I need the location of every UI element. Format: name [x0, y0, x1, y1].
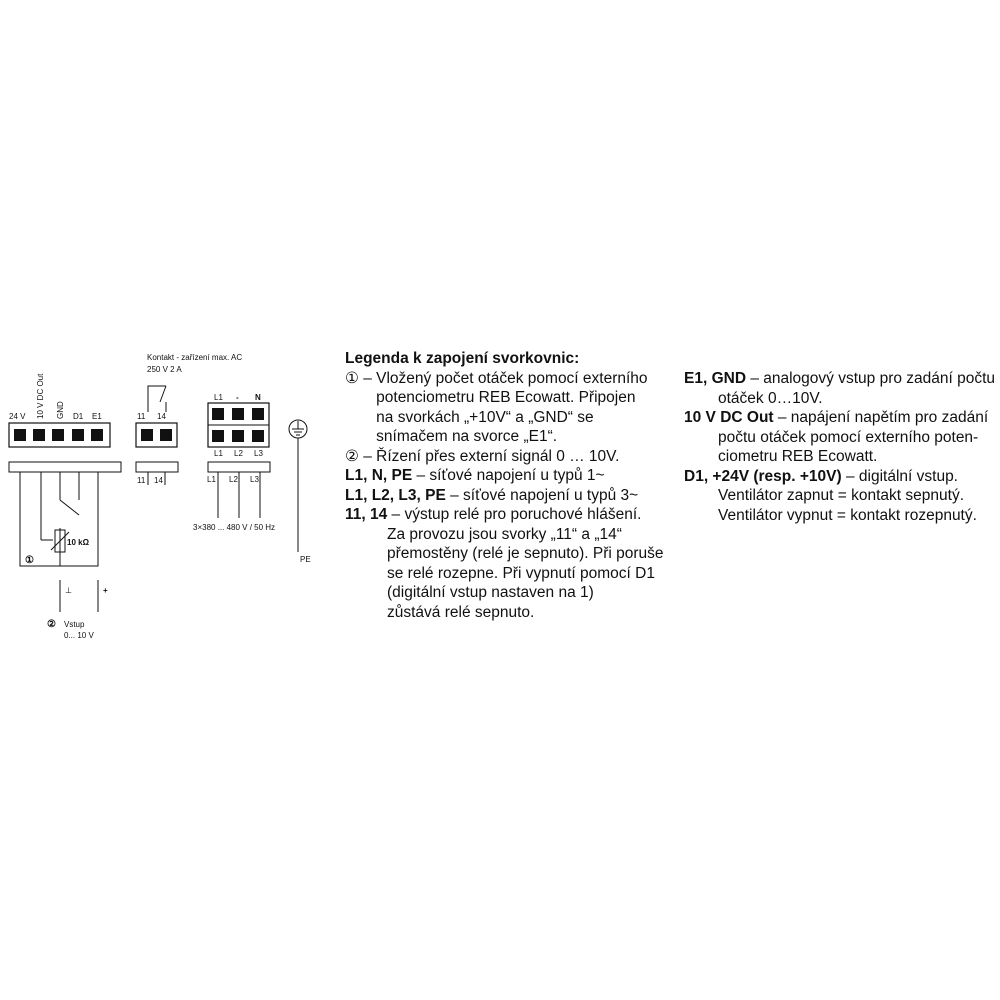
legend-right-item-1-key: E1, GND [684, 370, 747, 387]
terminal-screw [252, 430, 264, 442]
legend-item-2 [345, 447, 685, 467]
power-lead-label-l3: L3 [250, 475, 259, 484]
relay-connector-strip [136, 462, 178, 472]
legend-item-1-line: na svorkách „+10V“ a „GND“ se [376, 408, 594, 426]
legend-right-item-3-line: Ventilátor vypnut = kontakt rozepnutý. [718, 506, 977, 524]
legend-item-5-head [345, 505, 685, 525]
input-plus-label: + [103, 586, 108, 595]
legend-right-item-1 [684, 369, 996, 408]
terminal-screw [212, 408, 224, 420]
terminal-label-d1: D1 [73, 412, 84, 421]
legend-item-5 [345, 505, 685, 622]
control-connector-strip [9, 462, 121, 472]
power-terminal-mid-l2: L2 [234, 449, 243, 458]
legend-right-item-3 [684, 467, 996, 526]
legend-item-5-text: – výstup relé pro poruchové hlášení. [387, 506, 642, 523]
terminal-screw [33, 429, 45, 441]
power-terminal-label-l1: L1 [214, 393, 223, 402]
legend-item-1-text [376, 369, 685, 447]
power-lead-label-l2: L2 [229, 475, 238, 484]
earth-symbol [289, 420, 307, 552]
legend-right-item-3-line: Ventilátor zapnut = kontakt sepnutý. [718, 487, 965, 504]
legend-right-item-2-line: počtu otáček pomocí externího poten- [718, 428, 979, 446]
legend-right-item-1-head [684, 369, 996, 389]
terminal-label-24v: 24 V [9, 412, 26, 421]
legend-item-3-text: – síťové napojení u typů 1~ [412, 467, 605, 484]
terminal-screw [232, 430, 244, 442]
potentiometer-circuit [20, 472, 98, 566]
relay-lead-label-14: 14 [154, 476, 163, 485]
legend-item-5-key: 11, 14 [345, 506, 388, 523]
terminal-label-10v-dc-out: 10 V DC Out [36, 373, 45, 419]
wiring-diagram [0, 0, 330, 1000]
legend-right-item-2-line: ciometru REB Ecowatt. [718, 448, 878, 465]
legend-right-item-3-key: D1, +24V (resp. +10V) [684, 467, 842, 485]
legend-item-3-key: L1, N, PE [345, 467, 413, 484]
input-range: 0... 10 V [64, 631, 94, 640]
legend-title [345, 349, 685, 369]
relay-lead-label-11: 11 [137, 476, 146, 485]
legend-item-1-line: snímačem na svorce „E1“. [376, 428, 558, 445]
relay-terminal-label-11: 11 [137, 412, 146, 421]
legend-item-1-tag: ① – [345, 369, 377, 387]
terminal-screw [212, 430, 224, 442]
marker-1: ① [25, 555, 34, 566]
relay-contact [148, 386, 166, 412]
power-terminal-mid-l3: L3 [254, 449, 263, 458]
terminal-screw [52, 429, 64, 441]
relay-terminal-label-14: 14 [157, 412, 166, 421]
power-connector-strip [208, 462, 270, 472]
pe-label: PE [300, 555, 311, 564]
power-terminal-label-dash: - [236, 393, 239, 402]
legend-item-4 [345, 486, 685, 506]
legend-item-1-line: Vložený počet otáček pomocí externího [376, 369, 648, 387]
legend-right-item-3-text: – digitální vstup. [841, 467, 958, 485]
legend-right-item-2 [684, 408, 996, 467]
legend-item-1 [345, 369, 685, 447]
terminal-screw [252, 408, 264, 420]
input-label: Vstup [64, 620, 85, 629]
legend-right-column [684, 369, 996, 525]
contact-label: Kontakt - zařízení max. AC [147, 353, 243, 362]
terminal-screw [160, 429, 172, 441]
input-minus-label: ⊥ [65, 586, 72, 595]
marker-2: ② [47, 619, 56, 630]
legend-item-3 [345, 466, 685, 486]
signal-input [60, 580, 98, 612]
terminal-label-e1: E1 [92, 412, 102, 421]
terminal-label-gnd: GND [56, 401, 65, 419]
relay-rating: 250 V 2 A [147, 365, 182, 374]
potentiometer-label: 10 kΩ [67, 538, 89, 547]
legend-item-2-text: Řízení přes externí signál 0 … 10V. [376, 447, 620, 465]
terminal-screw [14, 429, 26, 441]
legend-left-column [345, 349, 685, 622]
terminal-screw [141, 429, 153, 441]
legend-title-text: Legenda k zapojení svorkovnic: [345, 350, 580, 367]
legend-right-item-2-key: 10 V DC Out [684, 409, 774, 426]
legend-item-5-line: Za provozu jsou svorky „11“ a „14“ [387, 525, 622, 543]
terminal-screw [91, 429, 103, 441]
legend-item-2-tag: ② – [345, 447, 377, 465]
control-terminal-labels [9, 373, 102, 421]
legend-right-item-1-text: – analogový vstup pro zadání počtu [746, 370, 996, 387]
legend-item-1-line: potenciometru REB Ecowatt. Připojen [376, 389, 636, 406]
terminal-screw [232, 408, 244, 420]
legend-right-item-2-text: – napájení napětím pro zadání [773, 409, 989, 426]
power-lead-label-l1: L1 [207, 475, 216, 484]
legend-item-5-line: (digitální vstup nastaven na 1) [387, 584, 594, 601]
power-terminal-label-n: N [255, 393, 261, 402]
power-terminal-mid-l1: L1 [214, 449, 223, 458]
legend-right-item-3-head [684, 467, 996, 487]
supply-voltage-label: 3×380 ... 480 V / 50 Hz [193, 523, 276, 532]
terminal-screw [72, 429, 84, 441]
legend-right-item-1-line: otáček 0…10V. [718, 389, 823, 407]
legend-item-5-line: se relé rozepne. Při vypnutí pomocí D1 [387, 564, 655, 582]
legend-item-5-line: přemostěny (relé je sepnuto). Při poruše [387, 545, 664, 562]
legend-item-4-text: – síťové napojení u typů 3~ [445, 486, 639, 504]
legend-item-4-key: L1, L2, L3, PE [345, 486, 446, 504]
legend-right-item-2-head [684, 408, 996, 428]
legend-item-5-line: zůstává relé sepnuto. [387, 603, 535, 621]
